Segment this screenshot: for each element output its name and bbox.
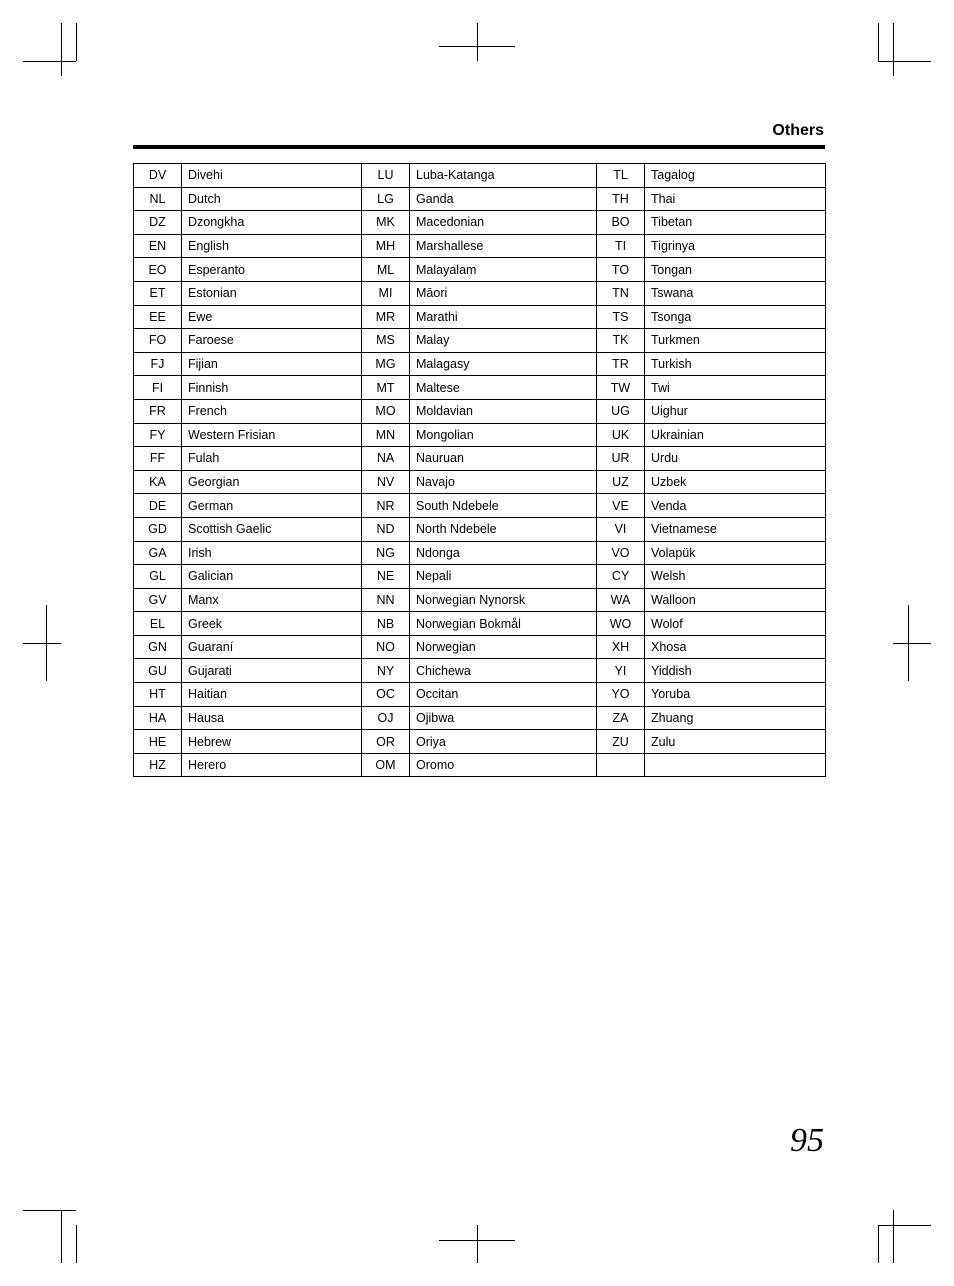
- language-code-cell: BO: [597, 211, 645, 235]
- crop-mark: [23, 643, 61, 644]
- language-name-cell: Ndonga: [410, 541, 597, 565]
- language-name-cell: Norwegian Nynorsk: [410, 588, 597, 612]
- language-code-table: [133, 163, 826, 777]
- language-name-cell: Gujarati: [182, 659, 362, 683]
- language-code-cell: TW: [597, 376, 645, 400]
- table-row: [134, 234, 826, 258]
- language-name-cell: Yoruba: [645, 683, 826, 707]
- language-name-cell: Georgian: [182, 470, 362, 494]
- language-code-cell: OM: [362, 753, 410, 777]
- language-name-cell: Tigrinya: [645, 234, 826, 258]
- language-name-cell: Estonian: [182, 281, 362, 305]
- language-code-cell: ZU: [597, 730, 645, 754]
- table-row: [134, 730, 826, 754]
- language-code-cell: NE: [362, 565, 410, 589]
- language-name-cell: North Ndebele: [410, 517, 597, 541]
- language-code-cell: EL: [134, 612, 182, 636]
- language-code-cell: NO: [362, 635, 410, 659]
- language-name-cell: Uzbek: [645, 470, 826, 494]
- language-name-cell: South Ndebele: [410, 494, 597, 518]
- language-code-cell: TO: [597, 258, 645, 282]
- language-name-cell: Tibetan: [645, 211, 826, 235]
- language-code-cell: GD: [134, 517, 182, 541]
- language-name-cell: Guaraní: [182, 635, 362, 659]
- language-code-cell: MN: [362, 423, 410, 447]
- header-rule: [133, 145, 825, 149]
- language-name-cell: Macedonian: [410, 211, 597, 235]
- language-code-cell: TS: [597, 305, 645, 329]
- language-code-cell: NB: [362, 612, 410, 636]
- language-name-cell: Yiddish: [645, 659, 826, 683]
- crop-mark: [76, 23, 77, 61]
- language-code-cell: VI: [597, 517, 645, 541]
- language-code-cell: FY: [134, 423, 182, 447]
- language-name-cell: Thai: [645, 187, 826, 211]
- language-code-cell: OJ: [362, 706, 410, 730]
- table-row: [134, 211, 826, 235]
- language-code-cell: NG: [362, 541, 410, 565]
- language-code-cell: MK: [362, 211, 410, 235]
- table-row: [134, 187, 826, 211]
- language-name-cell: Irish: [182, 541, 362, 565]
- language-code-cell: UK: [597, 423, 645, 447]
- table-row: [134, 612, 826, 636]
- language-code-cell: MS: [362, 329, 410, 353]
- language-code-cell: TR: [597, 352, 645, 376]
- language-code-cell: FO: [134, 329, 182, 353]
- language-name-cell: Urdu: [645, 447, 826, 471]
- language-code-table-body: [134, 164, 826, 777]
- language-name-cell: Tswana: [645, 281, 826, 305]
- language-name-cell: Norwegian Bokmål: [410, 612, 597, 636]
- language-name-cell: Oromo: [410, 753, 597, 777]
- language-code-cell: DV: [134, 164, 182, 188]
- language-code-cell: KA: [134, 470, 182, 494]
- language-name-cell: Zhuang: [645, 706, 826, 730]
- language-code-cell: UG: [597, 399, 645, 423]
- page-number: 95: [790, 1122, 824, 1159]
- language-name-cell: Navajo: [410, 470, 597, 494]
- language-code-cell: MG: [362, 352, 410, 376]
- language-code-cell: LU: [362, 164, 410, 188]
- crop-mark: [23, 61, 76, 62]
- table-row: [134, 329, 826, 353]
- language-name-cell: Mongolian: [410, 423, 597, 447]
- language-code-cell: [597, 753, 645, 777]
- language-name-cell: Maltese: [410, 376, 597, 400]
- language-code-cell: TH: [597, 187, 645, 211]
- language-code-cell: TL: [597, 164, 645, 188]
- language-name-cell: Ojibwa: [410, 706, 597, 730]
- language-name-cell: Turkish: [645, 352, 826, 376]
- language-name-cell: Tsonga: [645, 305, 826, 329]
- language-code-cell: XH: [597, 635, 645, 659]
- language-code-cell: VO: [597, 541, 645, 565]
- table-row: [134, 706, 826, 730]
- crop-mark: [23, 1210, 76, 1211]
- language-code-cell: FR: [134, 399, 182, 423]
- language-name-cell: Nauruan: [410, 447, 597, 471]
- language-code-cell: ZA: [597, 706, 645, 730]
- language-name-cell: Xhosa: [645, 635, 826, 659]
- table-row: [134, 281, 826, 305]
- table-row: [134, 305, 826, 329]
- language-name-cell: Galician: [182, 565, 362, 589]
- crop-mark: [46, 605, 47, 681]
- language-code-cell: MH: [362, 234, 410, 258]
- table-row: [134, 376, 826, 400]
- language-code-cell: HE: [134, 730, 182, 754]
- language-name-cell: [645, 753, 826, 777]
- language-name-cell: Hausa: [182, 706, 362, 730]
- language-code-cell: CY: [597, 565, 645, 589]
- language-name-cell: Chichewa: [410, 659, 597, 683]
- language-code-cell: EE: [134, 305, 182, 329]
- language-code-cell: UR: [597, 447, 645, 471]
- language-name-cell: Herero: [182, 753, 362, 777]
- language-code-cell: FI: [134, 376, 182, 400]
- crop-mark: [878, 1225, 931, 1226]
- language-code-cell: ND: [362, 517, 410, 541]
- language-name-cell: Zulu: [645, 730, 826, 754]
- language-code-cell: DE: [134, 494, 182, 518]
- language-name-cell: Fulah: [182, 447, 362, 471]
- language-code-cell: MR: [362, 305, 410, 329]
- language-code-cell: EO: [134, 258, 182, 282]
- language-code-cell: NN: [362, 588, 410, 612]
- crop-mark: [878, 1225, 879, 1263]
- language-name-cell: Luba-Katanga: [410, 164, 597, 188]
- crop-mark: [893, 23, 894, 76]
- language-code-cell: ET: [134, 281, 182, 305]
- table-row: [134, 470, 826, 494]
- table-row: [134, 258, 826, 282]
- language-name-cell: Nepali: [410, 565, 597, 589]
- language-name-cell: Greek: [182, 612, 362, 636]
- table-row: [134, 635, 826, 659]
- crop-mark: [893, 643, 931, 644]
- language-name-cell: Moldavian: [410, 399, 597, 423]
- language-code-cell: YI: [597, 659, 645, 683]
- language-name-cell: Occitan: [410, 683, 597, 707]
- table-row: [134, 399, 826, 423]
- language-code-cell: OC: [362, 683, 410, 707]
- table-row: [134, 565, 826, 589]
- language-name-cell: Venda: [645, 494, 826, 518]
- language-code-cell: GV: [134, 588, 182, 612]
- language-code-cell: NV: [362, 470, 410, 494]
- language-code-cell: WA: [597, 588, 645, 612]
- crop-mark: [61, 23, 62, 76]
- crop-mark: [76, 1225, 77, 1263]
- language-code-cell: VE: [597, 494, 645, 518]
- language-code-cell: WO: [597, 612, 645, 636]
- language-name-cell: Finnish: [182, 376, 362, 400]
- language-code-cell: NR: [362, 494, 410, 518]
- table-row: [134, 447, 826, 471]
- crop-mark: [908, 605, 909, 681]
- language-code-cell: FF: [134, 447, 182, 471]
- language-name-cell: Volapük: [645, 541, 826, 565]
- table-row: [134, 753, 826, 777]
- crop-mark: [477, 1225, 478, 1263]
- language-name-cell: Ukrainian: [645, 423, 826, 447]
- table-row: [134, 423, 826, 447]
- language-code-cell: TK: [597, 329, 645, 353]
- language-name-cell: Dutch: [182, 187, 362, 211]
- language-code-cell: TN: [597, 281, 645, 305]
- language-name-cell: English: [182, 234, 362, 258]
- language-name-cell: Faroese: [182, 329, 362, 353]
- language-code-cell: OR: [362, 730, 410, 754]
- language-code-cell: EN: [134, 234, 182, 258]
- language-code-cell: MO: [362, 399, 410, 423]
- table-row: [134, 588, 826, 612]
- language-name-cell: Dzongkha: [182, 211, 362, 235]
- language-code-cell: DZ: [134, 211, 182, 235]
- table-row: [134, 494, 826, 518]
- language-name-cell: Marshallese: [410, 234, 597, 258]
- language-code-cell: HT: [134, 683, 182, 707]
- language-code-cell: NL: [134, 187, 182, 211]
- language-name-cell: Western Frisian: [182, 423, 362, 447]
- language-name-cell: Divehi: [182, 164, 362, 188]
- language-code-cell: GA: [134, 541, 182, 565]
- table-row: [134, 517, 826, 541]
- language-code-cell: MT: [362, 376, 410, 400]
- language-name-cell: Malayalam: [410, 258, 597, 282]
- language-name-cell: Ewe: [182, 305, 362, 329]
- section-title: Others: [772, 122, 824, 139]
- language-name-cell: Fijian: [182, 352, 362, 376]
- language-name-cell: Marathi: [410, 305, 597, 329]
- table-row: [134, 164, 826, 188]
- crop-mark: [893, 1210, 894, 1263]
- language-name-cell: Tagalog: [645, 164, 826, 188]
- language-code-cell: HZ: [134, 753, 182, 777]
- language-code-cell: GL: [134, 565, 182, 589]
- language-name-cell: Hebrew: [182, 730, 362, 754]
- language-name-cell: Haitian: [182, 683, 362, 707]
- language-name-cell: Malay: [410, 329, 597, 353]
- table-row: [134, 352, 826, 376]
- language-name-cell: Tongan: [645, 258, 826, 282]
- crop-mark: [477, 23, 478, 61]
- language-code-cell: GU: [134, 659, 182, 683]
- language-code-cell: ML: [362, 258, 410, 282]
- language-name-cell: German: [182, 494, 362, 518]
- language-name-cell: Scottish Gaelic: [182, 517, 362, 541]
- language-name-cell: Māori: [410, 281, 597, 305]
- language-name-cell: Uighur: [645, 399, 826, 423]
- language-code-cell: NY: [362, 659, 410, 683]
- language-name-cell: Walloon: [645, 588, 826, 612]
- crop-mark: [878, 61, 931, 62]
- language-code-cell: TI: [597, 234, 645, 258]
- language-code-cell: HA: [134, 706, 182, 730]
- language-name-cell: Vietnamese: [645, 517, 826, 541]
- language-name-cell: French: [182, 399, 362, 423]
- language-name-cell: Manx: [182, 588, 362, 612]
- language-code-cell: LG: [362, 187, 410, 211]
- table-row: [134, 683, 826, 707]
- language-code-cell: MI: [362, 281, 410, 305]
- language-name-cell: Wolof: [645, 612, 826, 636]
- language-name-cell: Norwegian: [410, 635, 597, 659]
- language-name-cell: Esperanto: [182, 258, 362, 282]
- language-code-cell: FJ: [134, 352, 182, 376]
- table-row: [134, 541, 826, 565]
- language-code-cell: YO: [597, 683, 645, 707]
- language-name-cell: Turkmen: [645, 329, 826, 353]
- language-name-cell: Oriya: [410, 730, 597, 754]
- language-code-cell: GN: [134, 635, 182, 659]
- language-code-cell: NA: [362, 447, 410, 471]
- language-name-cell: Twi: [645, 376, 826, 400]
- language-code-cell: UZ: [597, 470, 645, 494]
- table-row: [134, 659, 826, 683]
- crop-mark: [61, 1210, 62, 1263]
- language-name-cell: Malagasy: [410, 352, 597, 376]
- language-name-cell: Welsh: [645, 565, 826, 589]
- language-name-cell: Ganda: [410, 187, 597, 211]
- crop-mark: [878, 23, 879, 61]
